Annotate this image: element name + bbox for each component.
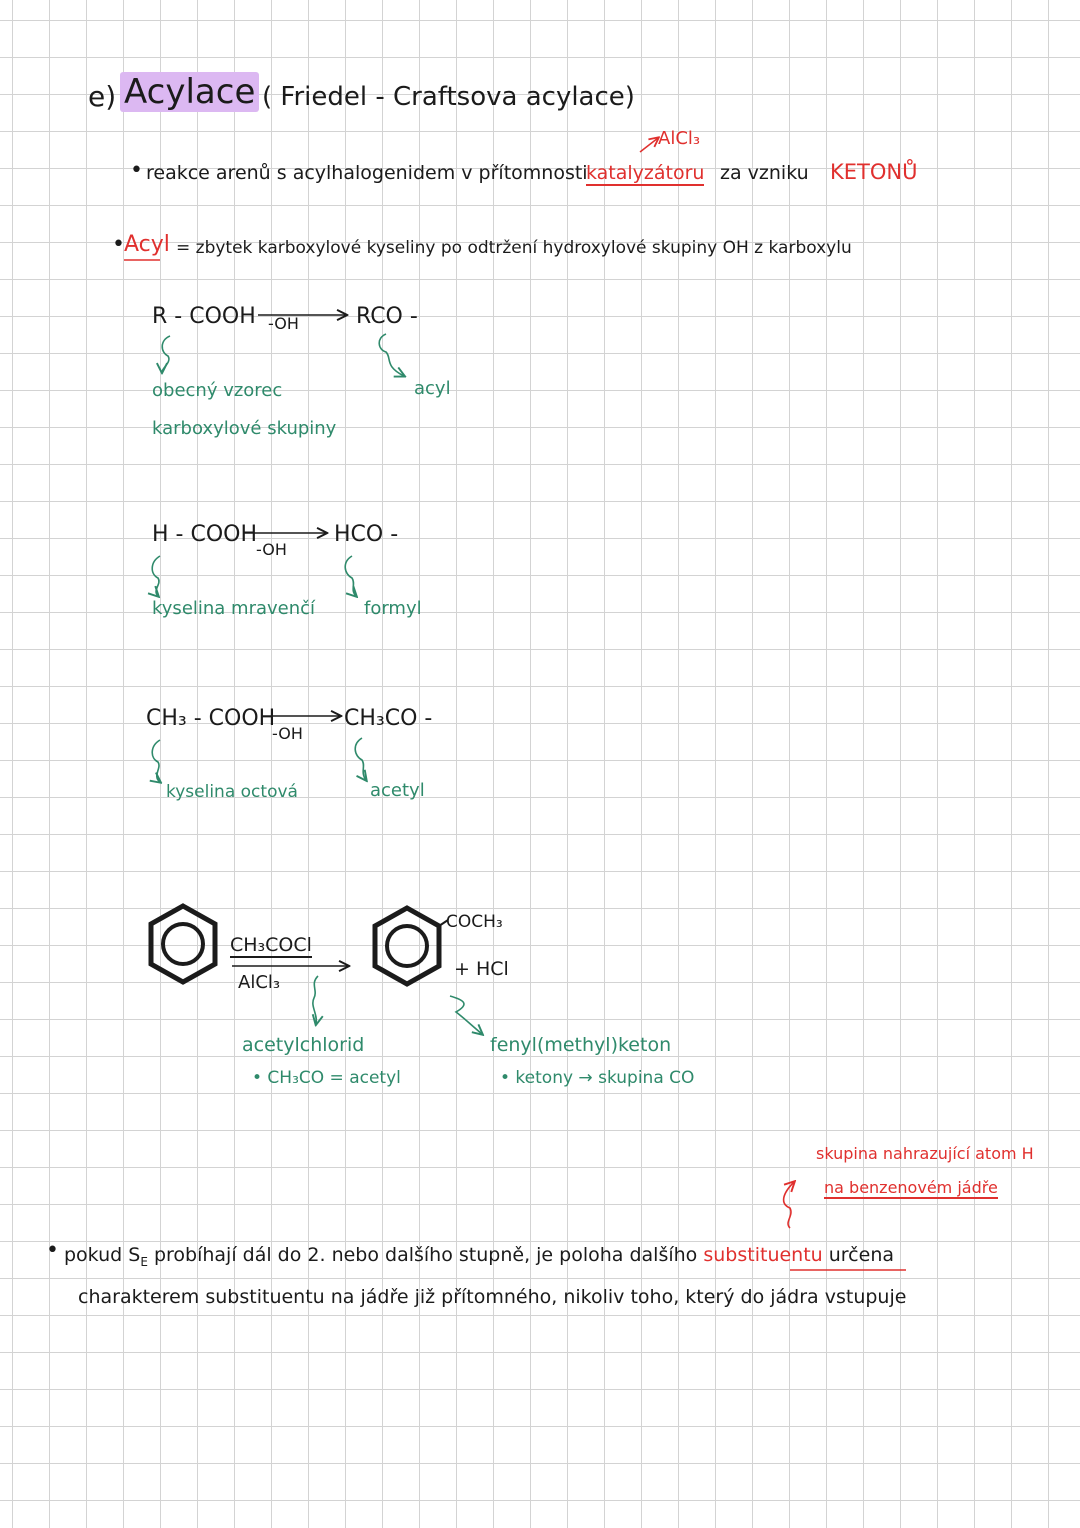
reaction-byproduct: + HCl <box>454 958 509 980</box>
example-1-removed-group: -OH <box>268 314 299 333</box>
product-note: • ketony → skupina CO <box>500 1068 695 1088</box>
example-1-left-curl <box>162 336 170 372</box>
section-subtitle: ( Friedel - Craftsova acylace) <box>262 82 635 112</box>
acyl-bullet: • <box>112 232 125 257</box>
example-2-right-curl <box>345 556 356 596</box>
reaction-catalyst: AlCl₃ <box>238 972 281 993</box>
example-2-removed-group: -OH <box>256 540 287 559</box>
reaction-reagent: CH₃COCl <box>230 934 312 956</box>
footnote-line-1-end: určena <box>828 1244 895 1266</box>
product-label-curl <box>450 996 482 1034</box>
example-3-left-label: kyselina octová <box>166 782 298 802</box>
example-2-left-curl <box>152 556 160 596</box>
reagent-note: • CH₃CO = acetyl <box>252 1068 401 1088</box>
example-3-right-formula: CH₃CO - <box>344 706 433 731</box>
acyl-term: Acyl <box>124 232 170 257</box>
footnote-line-1-middle: probíhají dál do 2. nebo dalšího stupně, je poloha dalšího <box>153 1244 698 1266</box>
catalyst-arrow <box>640 138 658 152</box>
example-1-left-label-2: karboxylové skupiny <box>152 418 337 439</box>
footnote-substituent-word: substituentu <box>703 1244 823 1266</box>
example-3-left-formula: CH₃ - COOH <box>146 706 276 731</box>
footnote-subscript: E <box>140 1254 148 1269</box>
example-3-removed-group: -OH <box>272 724 303 743</box>
product-substituent: COCH₃ <box>446 912 503 932</box>
benzene-ring-reactant <box>151 906 215 982</box>
example-1-right-curl <box>379 334 404 376</box>
example-1-right-label: acyl <box>414 378 451 399</box>
example-3-right-label: acetyl <box>370 780 425 801</box>
example-1-left-label: obecný vzorec <box>152 380 283 401</box>
benzene-ring-product <box>375 908 448 984</box>
footnote-line-1-start: pokud S <box>64 1244 141 1266</box>
example-1-right-formula: RCO - <box>356 304 418 329</box>
example-3-right-curl <box>355 738 366 780</box>
example-2-right-formula: HCO - <box>334 522 399 547</box>
example-2-left-label: kyselina mravenčí <box>152 598 316 619</box>
product-word: KETONŮ <box>830 160 918 184</box>
example-3-left-curl <box>152 740 160 782</box>
footnote-line-2: charakterem substituentu na jádře již přítomného, nikoliv toho, který do jádra vstupuje <box>78 1286 907 1308</box>
example-2-right-label: formyl <box>364 598 422 619</box>
reagent-name: acetylchlorid <box>242 1034 365 1056</box>
catalyst-word: katalyzátoru <box>586 162 705 184</box>
definition-middle: za vzniku <box>720 162 809 184</box>
product-name: fenyl(methyl)keton <box>490 1034 672 1056</box>
acyl-definition-text: = zbytek karboxylové kyseliny po odtržení hydroxylové skupiny OH z karboxylu <box>176 238 852 258</box>
example-2-left-formula: H - COOH <box>152 522 258 547</box>
catalyst-note: AlCl₃ <box>658 128 701 149</box>
footnote-bullet: • <box>46 1238 59 1263</box>
side-note-curl <box>784 1182 794 1228</box>
section-marker: e) <box>88 80 117 113</box>
definition-text: reakce arenů s acylhalogenidem v přítomnosti <box>146 162 588 184</box>
definition-bullet: • <box>130 158 143 183</box>
side-note-line-2: na benzenovém jádře <box>824 1178 998 1197</box>
reagent-label-curl <box>313 976 318 1024</box>
side-note-line-1: skupina nahrazující atom H <box>816 1144 1034 1163</box>
section-title: Acylace <box>120 72 259 112</box>
example-1-left-formula: R - COOH <box>152 304 256 329</box>
